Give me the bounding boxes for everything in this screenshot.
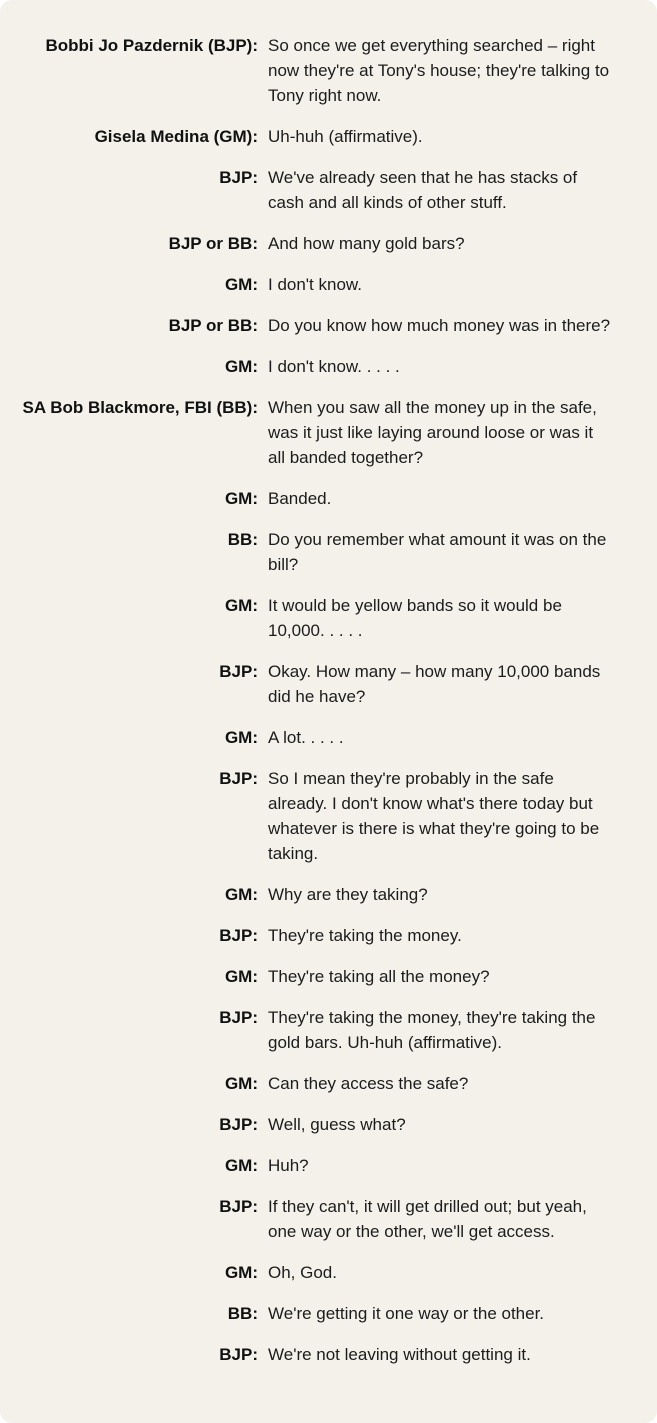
utterance-text: Well, guess what?: [268, 1115, 406, 1134]
speaker-label: SA Bob Blackmore, FBI (BB):: [22, 398, 258, 417]
speaker-label: GM:: [224, 357, 258, 376]
transcript-line: [0, 1260, 621, 1285]
transcript-line: [0, 1005, 621, 1055]
transcript-line: [0, 923, 621, 948]
utterance-text: Okay. How many – how many 10,000 bands did he have?: [268, 662, 601, 706]
speaker-label: GM:: [224, 885, 258, 904]
speaker-label: BJP:: [219, 1008, 258, 1027]
speaker-label: BJP:: [219, 1345, 258, 1364]
utterance-text: Can they access the safe?: [268, 1074, 469, 1093]
speaker-label: BJP:: [219, 769, 258, 788]
speaker-label: BB:: [227, 1304, 258, 1323]
utterance-text: So I mean they're probably in the safe already. I don't know what's there today but whatever is there is what they're going to be taking.: [268, 769, 600, 863]
transcript-line: [0, 124, 621, 149]
utterance-text: They're taking all the money?: [268, 967, 490, 986]
speaker-label: GM:: [224, 967, 258, 986]
utterance-text: We're getting it one way or the other.: [268, 1304, 545, 1323]
utterance-text: They're taking the money, they're taking the gold bars. Uh-huh (affirmative).: [268, 1008, 596, 1052]
utterance-text: Oh, God.: [268, 1263, 337, 1282]
transcript-line: [0, 1071, 621, 1096]
transcript-line: [0, 165, 621, 215]
speaker-label: Gisela Medina (GM):: [94, 127, 258, 146]
transcript-line: [0, 725, 621, 750]
speaker-label: BB:: [227, 530, 258, 549]
transcript-line: [0, 354, 621, 379]
utterance-text: A lot. . . . .: [268, 728, 344, 747]
speaker-label: BJP or BB:: [168, 316, 258, 335]
speaker-label: GM:: [224, 1263, 258, 1282]
transcript-line: [0, 1301, 621, 1326]
transcript: [0, 33, 621, 1367]
speaker-label: BJP:: [219, 1115, 258, 1134]
speaker-label: BJP or BB:: [168, 234, 258, 253]
transcript-line: [0, 1342, 621, 1367]
speaker-label: BJP:: [219, 1197, 258, 1216]
speaker-label: BJP:: [219, 662, 258, 681]
utterance-text: We've already seen that he has stacks of cash and all kinds of other stuff.: [268, 168, 578, 212]
transcript-line: [0, 486, 621, 511]
transcript-line: [0, 964, 621, 989]
speaker-label: GM:: [224, 1074, 258, 1093]
utterance-text: They're taking the money.: [268, 926, 462, 945]
transcript-line: [0, 231, 621, 256]
speaker-label: GM:: [224, 596, 258, 615]
utterance-text: So once we get everything searched – right now they're at Tony's house; they're talking to Tony right now.: [268, 36, 610, 105]
transcript-line: [0, 659, 621, 709]
utterance-text: And how many gold bars?: [268, 234, 465, 253]
utterance-text: It would be yellow bands so it would be 10,000. . . . .: [268, 596, 562, 640]
speaker-label: GM:: [224, 1156, 258, 1175]
transcript-line: [0, 272, 621, 297]
transcript-line: [0, 1112, 621, 1137]
transcript-line: [0, 395, 621, 470]
speaker-label: GM:: [224, 275, 258, 294]
transcript-line: [0, 1194, 621, 1244]
speaker-label: BJP:: [219, 926, 258, 945]
speaker-label: BJP:: [219, 168, 258, 187]
utterance-text: Do you know how much money was in there?: [268, 316, 611, 335]
utterance-text: Banded.: [268, 489, 332, 508]
utterance-text: We're not leaving without getting it.: [268, 1345, 531, 1364]
utterance-text: Uh-huh (affirmative).: [268, 127, 423, 146]
transcript-line: [0, 1153, 621, 1178]
transcript-line: [0, 527, 621, 577]
transcript-line: [0, 766, 621, 866]
utterance-text: If they can't, it will get drilled out; but yeah, one way or the other, we'll get access.: [268, 1197, 587, 1241]
utterance-text: Do you remember what amount it was on the bill?: [268, 530, 607, 574]
speaker-label: GM:: [224, 489, 258, 508]
transcript-line: [0, 593, 621, 643]
transcript-line: [0, 33, 621, 108]
utterance-text: Huh?: [268, 1156, 309, 1175]
speaker-label: GM:: [224, 728, 258, 747]
utterance-text: I don't know.: [268, 275, 362, 294]
transcript-line: [0, 882, 621, 907]
utterance-text: I don't know. . . . .: [268, 357, 400, 376]
utterance-text: When you saw all the money up in the safe, was it just like laying around loose or was it all banded together?: [268, 398, 597, 467]
transcript-line: [0, 313, 621, 338]
speaker-label: Bobbi Jo Pazdernik (BJP):: [45, 36, 258, 55]
utterance-text: Why are they taking?: [268, 885, 428, 904]
